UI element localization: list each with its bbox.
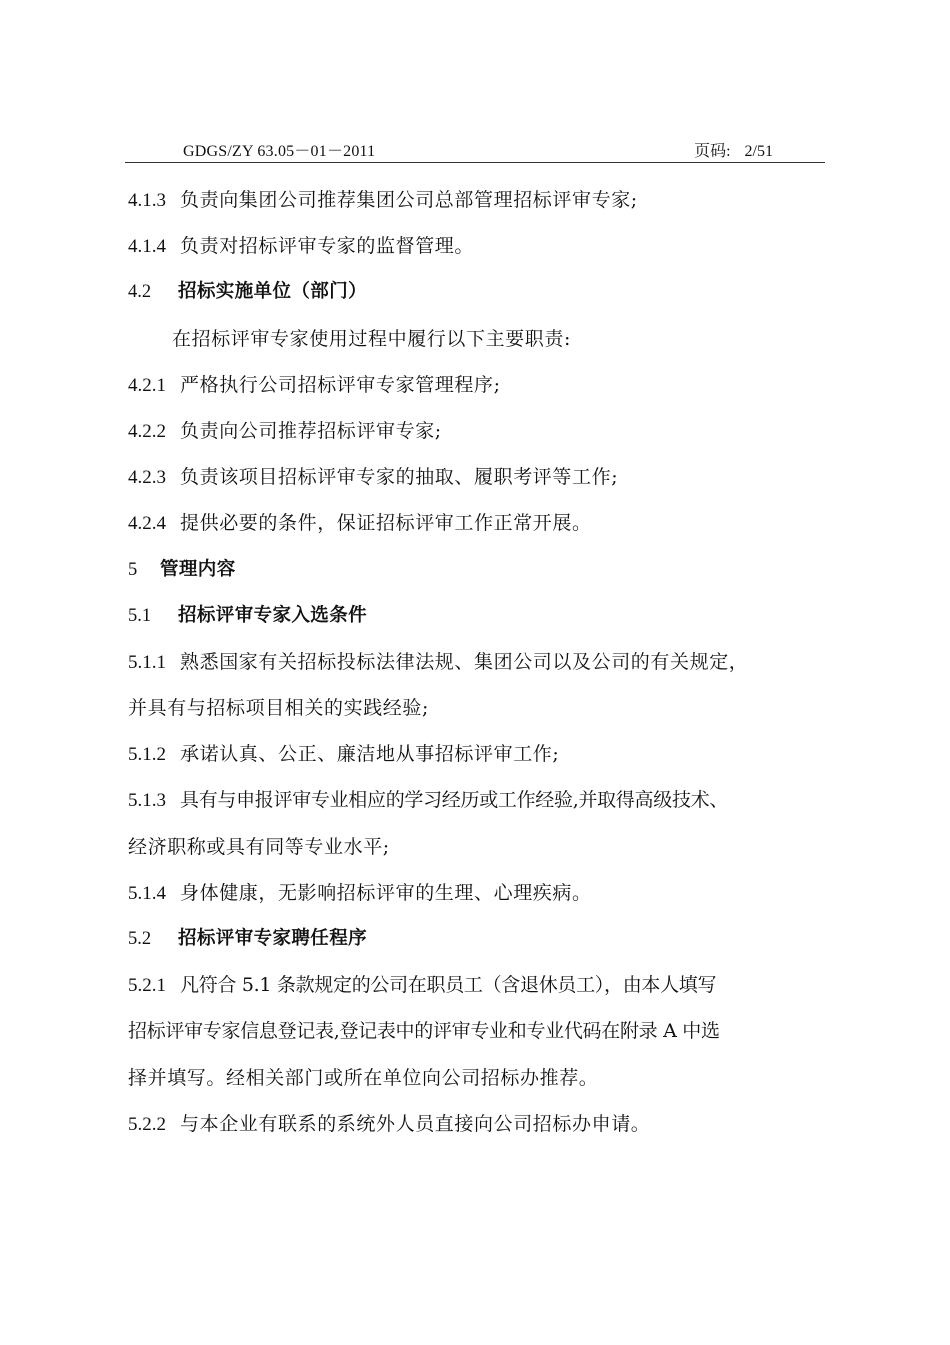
clause-number: 4.2.3	[128, 467, 166, 489]
page-header	[125, 136, 825, 163]
clause-continuation	[128, 1061, 818, 1107]
clause-number: 5.1.4	[128, 882, 166, 904]
clause-4-2-1	[128, 368, 818, 414]
section-title: 招标实施单位（部门）	[178, 281, 368, 303]
section-number: 4.2	[128, 282, 152, 303]
clause-continuation	[128, 830, 818, 876]
clause-number: 4.2.4	[128, 513, 166, 535]
clause-number: 4.1.3	[128, 190, 166, 211]
page-label: 页码:	[694, 143, 731, 160]
page-number: 2/51	[744, 143, 773, 160]
clause-text: 经济职称或具有同等专业水平;	[128, 835, 390, 858]
section-title: 招标评审专家聘任程序	[178, 928, 368, 949]
clause-text: 身体健康，无影响招标评审的生理、心理疾病。	[180, 881, 592, 904]
section-title: 招标评审专家入选条件	[178, 604, 368, 626]
clause-4-1-4	[128, 229, 818, 275]
document-code: GDGS/ZY 63.05－01－2011	[183, 143, 376, 160]
clause-text: 与本企业有联系的系统外人员直接向公司招标办申请。	[180, 1112, 651, 1135]
clause-continuation	[128, 1014, 818, 1060]
clause-5-1-2	[128, 737, 818, 783]
section-heading-4-2	[128, 275, 818, 321]
clause-text: 提供必要的条件，保证招标评审工作正常开展。	[180, 512, 592, 535]
clause-text: 严格执行公司招标评审专家管理程序;	[180, 373, 501, 396]
clause-number: 4.2.2	[128, 420, 166, 442]
clause-text: 具有与申报评审专业相应的学习经历或工作经验,并取得高级技术、	[180, 789, 729, 812]
clause-text: 承诺认真、公正、廉洁地从事招标评审工作;	[180, 743, 560, 766]
clause-text: 负责该项目招标评审专家的抽取、履职考评等工作;	[180, 466, 619, 489]
clause-number: 4.1.4	[128, 236, 166, 258]
clause-text: 负责向公司推荐招标评审专家;	[180, 419, 442, 442]
clause-4-1-3	[128, 183, 818, 229]
clause-5-1-4	[128, 876, 818, 922]
clause-4-2-3	[128, 460, 818, 506]
section-number: 5.1	[128, 605, 152, 626]
section-number: 5.2	[128, 929, 152, 949]
clause-text: 熟悉国家有关招标投标法律法规、集团公司以及公司的有关规定，	[180, 650, 749, 673]
document-body	[128, 183, 818, 1153]
clause-5-2-1	[128, 968, 818, 1014]
clause-number: 5.1.3	[128, 790, 166, 812]
clause-4-2-2	[128, 414, 818, 460]
clause-text: 凡符合 5.1 条款规定的公司在职员工（含退休员工），由本人填写	[180, 974, 717, 997]
clause-5-2-2	[128, 1107, 818, 1153]
clause-text: 择并填写。经相关部门或所在单位向公司招标办推荐。	[128, 1066, 599, 1089]
paragraph-text: 在招标评审专家使用过程中履行以下主要职责:	[172, 327, 572, 350]
clause-text: 并具有与招标项目相关的实践经验;	[128, 697, 430, 720]
clause-5-1-3	[128, 783, 818, 829]
clause-text: 负责向集团公司推荐集团公司总部管理招标评审专家;	[180, 189, 638, 211]
clause-text: 招标评审专家信息登记表,登记表中的评审专业和专业代码在附录 A 中选	[128, 1020, 720, 1043]
section-number: 5	[128, 559, 138, 580]
clause-text: 负责对招标评审专家的监督管理。	[180, 235, 475, 258]
section-heading-5-1	[128, 599, 818, 645]
clause-5-1-1	[128, 645, 818, 691]
clause-number: 5.1.2	[128, 744, 166, 766]
section-heading-5	[128, 553, 818, 599]
clause-number: 5.1.1	[128, 651, 166, 673]
section-heading-5-2	[128, 922, 818, 968]
clause-number: 5.2.2	[128, 1113, 166, 1135]
page-indicator	[694, 138, 773, 161]
clause-4-2-4	[128, 506, 818, 552]
paragraph-line	[128, 322, 818, 368]
clause-number: 5.2.1	[128, 975, 166, 997]
section-title: 管理内容	[160, 558, 236, 580]
clause-number: 4.2.1	[128, 374, 166, 396]
clause-continuation	[128, 691, 818, 737]
